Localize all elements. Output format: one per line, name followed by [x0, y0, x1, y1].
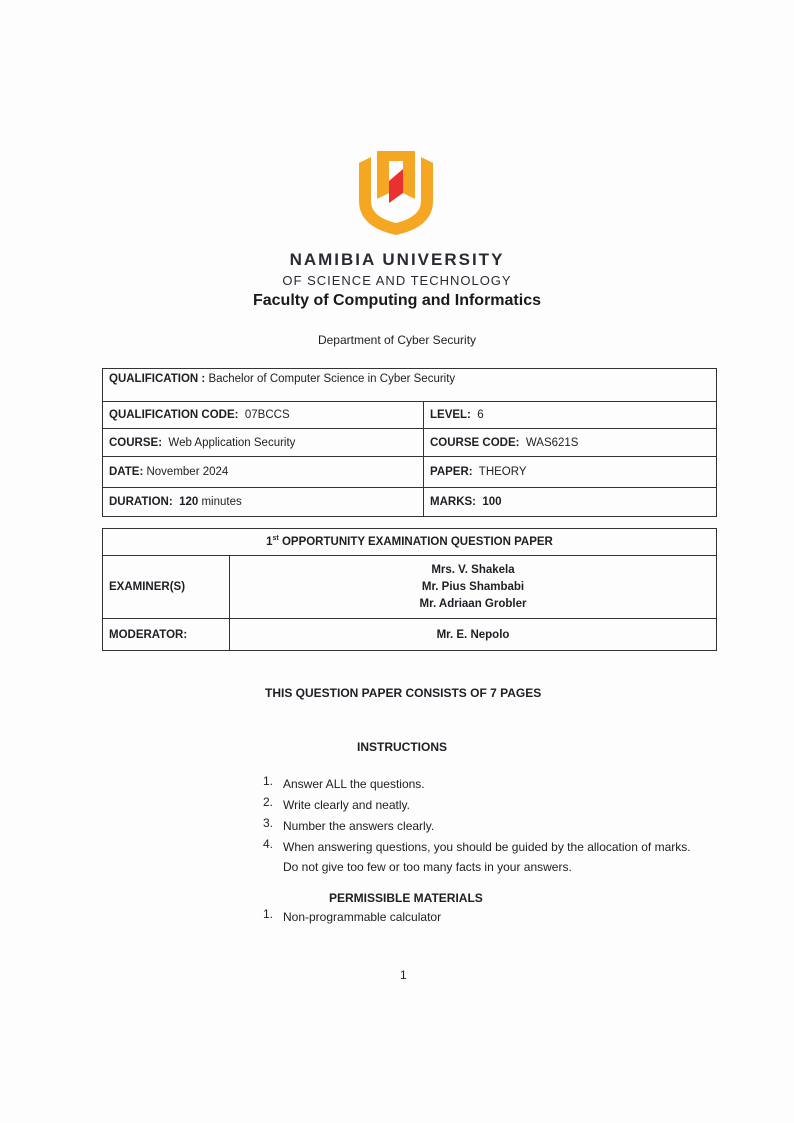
qualification-code-cell: QUALIFICATION CODE: 07BCCS — [103, 402, 424, 429]
exam-title-cell: 1st OPPORTUNITY EXAMINATION QUESTION PAPER — [103, 529, 717, 556]
marks-cell: MARKS: 100 — [424, 488, 717, 517]
instructions-heading: INSTRUCTIONS — [357, 740, 447, 754]
department: Department of Cyber Security — [317, 333, 477, 347]
moderator-name: Mr. E. Nepolo — [230, 619, 717, 651]
university-subtitle: OF SCIENCE AND TECHNOLOGY — [282, 273, 512, 288]
course-code-cell: COURSE CODE: WAS621S — [424, 429, 717, 457]
course-details-table — [102, 368, 717, 517]
examination-table — [102, 528, 717, 651]
faculty-title: Faculty of Computing and Informatics — [252, 292, 541, 309]
materials-heading: PERMISSIBLE MATERIALS — [329, 891, 483, 905]
course-cell: COURSE: Web Application Security — [103, 429, 424, 457]
pages-note: THIS QUESTION PAPER CONSISTS OF 7 PAGES — [265, 686, 542, 700]
qualification-cell: QUALIFICATION : Bachelor of Computer Science in Cyber Security — [103, 369, 717, 402]
examiners-list: Mrs. V. Shakela Mr. Pius Shambabi Mr. Adriaan Grobler — [230, 556, 717, 619]
duration-cell: DURATION: 120 minutes — [103, 488, 424, 517]
moderator-label: MODERATOR: — [103, 619, 230, 651]
examiners-label: EXAMINER(S) — [103, 556, 230, 619]
university-name: NAMIBIA UNIVERSITY — [289, 250, 505, 269]
level-cell: LEVEL: 6 — [424, 402, 717, 429]
date-cell: DATE: November 2024 — [103, 457, 424, 488]
university-logo — [355, 145, 437, 237]
paper-cell: PAPER: THEORY — [424, 457, 717, 488]
page-number: 1 — [400, 968, 407, 982]
